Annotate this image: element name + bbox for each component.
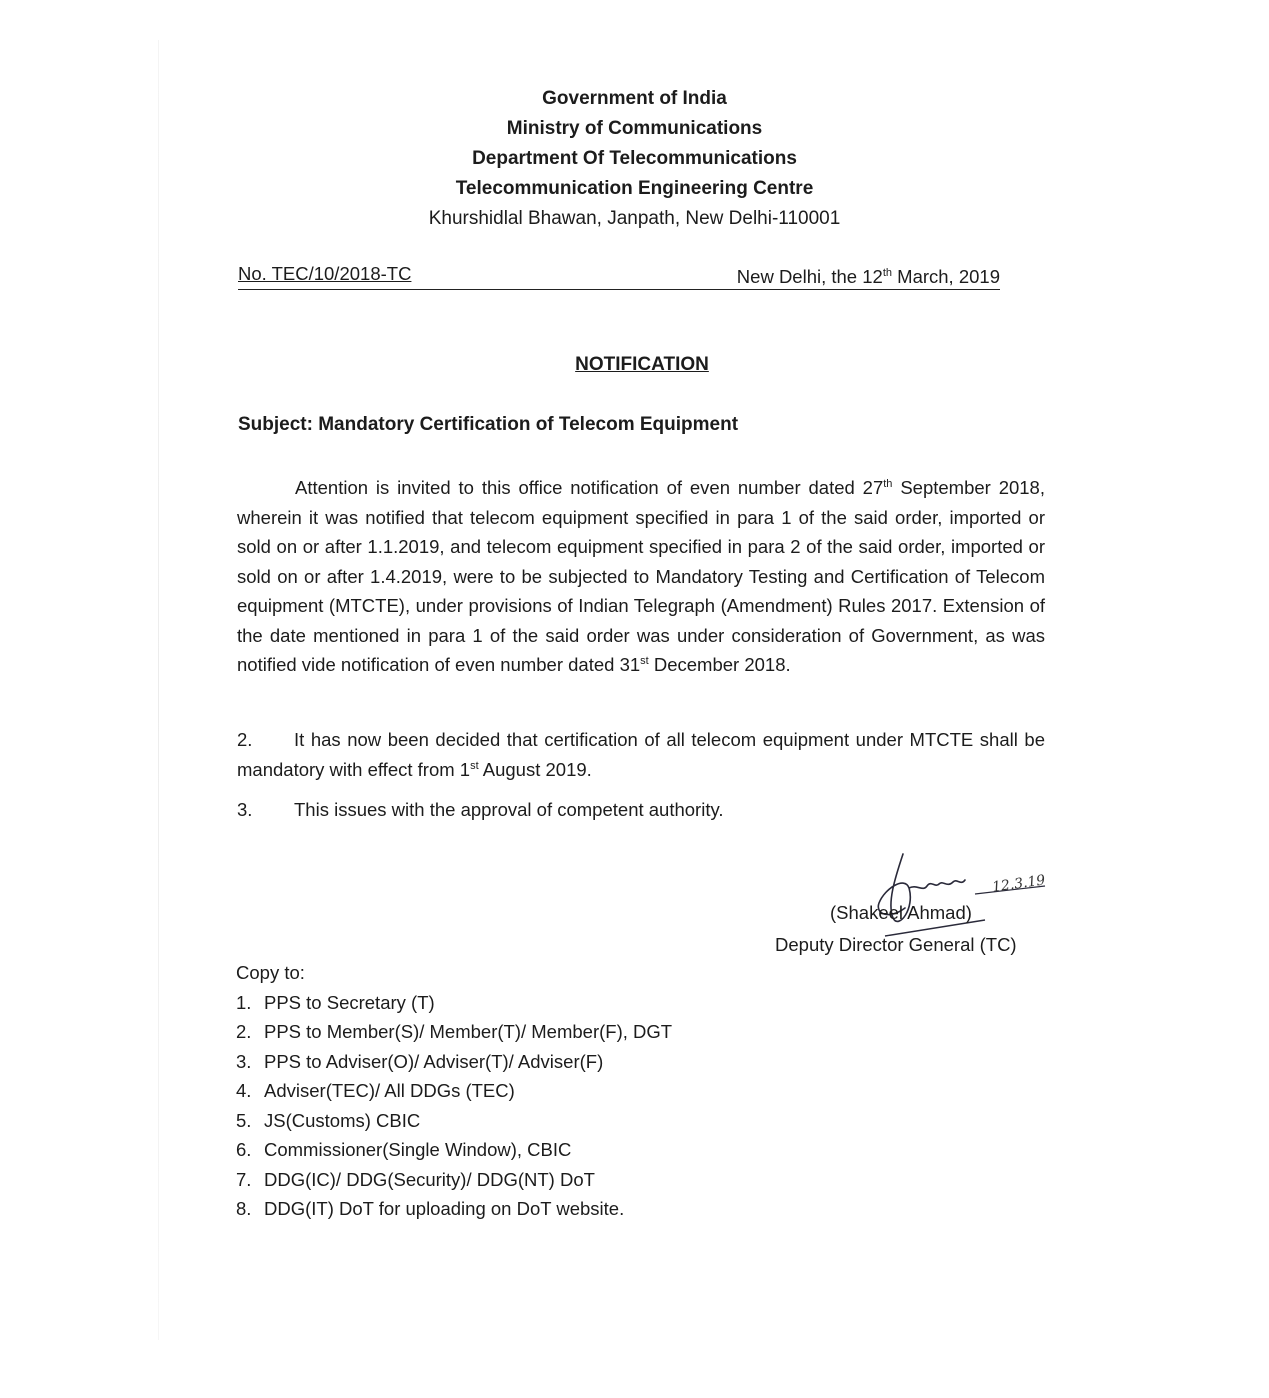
- list-item: [236, 1165, 672, 1195]
- date-superscript: th: [882, 266, 893, 279]
- paragraph-3: [237, 795, 1045, 825]
- reference-line: [238, 263, 1000, 290]
- date-prefix: New Delhi, the 12: [736, 266, 883, 287]
- list-item-text: Commissioner(Single Window), CBIC: [264, 1139, 572, 1160]
- list-item-number: 7.: [236, 1168, 252, 1190]
- letterhead-ministry: Ministry of Communications: [506, 118, 763, 139]
- para2-number: 2.: [237, 729, 253, 750]
- list-item-number: 2.: [236, 1021, 252, 1042]
- copy-to-section: [236, 958, 672, 1224]
- para2-sup: st: [470, 759, 479, 772]
- para1-text-c: December 2018.: [648, 654, 791, 675]
- letterhead-government: Government of India: [542, 88, 727, 109]
- list-item-text: PPS to Adviser(O)/ Adviser(T)/ Adviser(F): [264, 1050, 604, 1072]
- list-item-number: 8.: [236, 1198, 252, 1219]
- list-item: [236, 1076, 672, 1106]
- letterhead-centre: Telecommunication Engineering Centre: [455, 178, 814, 199]
- list-item: [236, 1106, 672, 1136]
- list-item-number: 1.: [236, 991, 252, 1013]
- para1-text-b: September 2018, wherein it was notified that telecom equipment specified in para 1 of the said order, imported or sold on or after 1.1.2019, and telecom equipment specified in para 2 of the said order, imported or sold on or after 1.4.2019, were to be subjected to Mandatory Testing and Certification of Telecom equipment (MTCTE), under provisions of Indian Telegraph (Amendment) Rules 2017. Extension of the date mentioned in para 1 of the said order was under consideration of Government, as was notified vide notification of even number dated 31: [237, 477, 1045, 675]
- signature-date: 12.3.19: [991, 872, 1047, 896]
- reference-number: No. TEC/10/2018-TC: [238, 263, 412, 284]
- list-item-text: PPS to Member(S)/ Member(T)/ Member(F), DGT: [264, 1021, 673, 1042]
- para1-sup-a: th: [883, 477, 893, 490]
- subject-line: Subject: Mandatory Certification of Telecom Equipment: [238, 414, 739, 435]
- para2-text-b: August 2019.: [478, 758, 592, 780]
- para2-text-a: It has now been decided that certification of all telecom equipment under MTCTE shall be mandatory with effect from 1: [237, 729, 1045, 780]
- list-item-text: DDG(IC)/ DDG(Security)/ DDG(NT) DoT: [264, 1168, 595, 1190]
- para1-text-a: Attention is invited to this office notification of even number dated 27: [295, 477, 884, 498]
- reference-date: [737, 266, 1000, 288]
- list-item: [236, 1017, 672, 1047]
- list-item-text: PPS to Secretary (T): [264, 991, 435, 1013]
- signatory-name: (Shakeel Ahmad): [830, 902, 972, 923]
- list-item-number: 6.: [236, 1139, 252, 1160]
- list-item-text: DDG(IT) DoT for uploading on DoT website.: [264, 1198, 625, 1219]
- list-item-number: 3.: [236, 1050, 252, 1072]
- paragraph-2: [237, 725, 1045, 784]
- scan-edge-shadow: [158, 40, 159, 1340]
- list-item-number: 4.: [236, 1080, 252, 1101]
- list-item: [236, 1194, 672, 1224]
- handwritten-signature: [865, 848, 1065, 938]
- copy-to-heading: Copy to:: [236, 962, 305, 983]
- list-item: [236, 988, 672, 1018]
- list-item: [236, 1047, 672, 1077]
- notification-title: NOTIFICATION: [575, 354, 709, 375]
- para1-sup-b: st: [640, 654, 649, 667]
- signature-block: [770, 848, 1070, 958]
- list-item-text: JS(Customs) CBIC: [264, 1109, 421, 1131]
- list-item-text: Adviser(TEC)/ All DDGs (TEC): [264, 1080, 515, 1101]
- letterhead-address: Khurshidlal Bhawan, Janpath, New Delhi-110001: [428, 208, 841, 229]
- paragraph-1: [237, 473, 1045, 680]
- para3-number: 3.: [237, 799, 253, 820]
- copy-to-list: [236, 988, 672, 1224]
- list-item: [236, 1135, 672, 1165]
- date-suffix: March, 2019: [892, 266, 1000, 287]
- letterhead-department: Department Of Telecommunications: [472, 148, 797, 169]
- list-item-number: 5.: [236, 1109, 252, 1131]
- para3-text: This issues with the approval of competent authority.: [294, 799, 724, 820]
- letterhead: [0, 84, 1269, 234]
- signatory-designation: Deputy Director General (TC): [775, 934, 1017, 955]
